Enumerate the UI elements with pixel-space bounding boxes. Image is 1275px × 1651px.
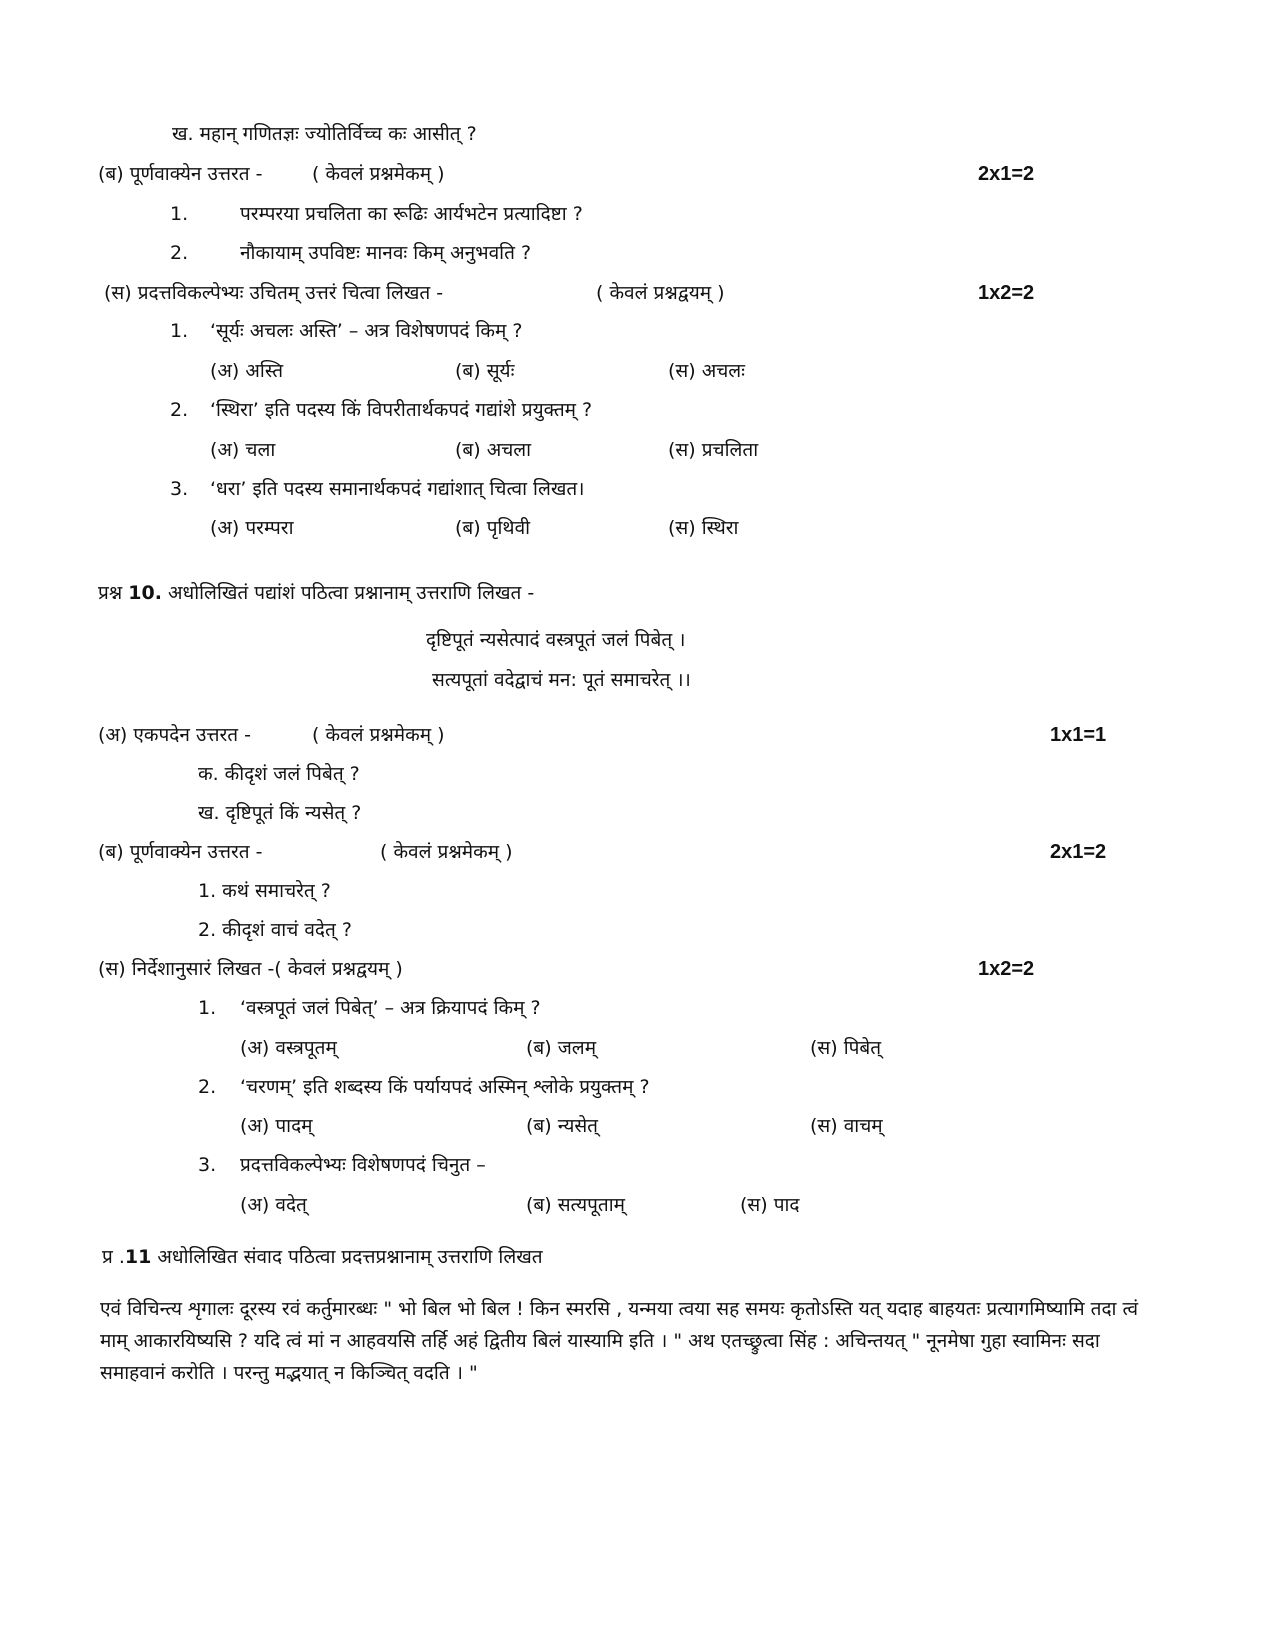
q11-number: 11 <box>124 1246 152 1268</box>
q10-heading-text: अधोलिखितं पद्यांशं पठित्वा प्रश्नानाम् उत्तराणि लिखत - <box>168 582 535 604</box>
q10-a-q2: ख. दृष्टिपूतं किं न्यसेत् ? <box>198 802 362 824</box>
q9-mcq3-option-a: (अ) परम्परा <box>210 517 294 539</box>
q10-heading <box>98 580 534 606</box>
q10-a-instruction: ( केवलं प्रश्नमेकम् ) <box>312 724 445 746</box>
q10-b-instruction: ( केवलं प्रश्नमेकम् ) <box>380 841 513 863</box>
q10-a-q1: क. कीदृशं जलं पिबेत् ? <box>198 763 360 785</box>
q10-mcq3-question: प्रदत्तविकल्पेभ्यः विशेषणपदं चिनुत – <box>240 1154 486 1176</box>
q9-s-instruction: ( केवलं प्रश्नद्वयम् ) <box>596 282 725 304</box>
q10-b-q1: 1. कथं समाचरेत् ? <box>198 880 331 902</box>
q10-b-heading: (ब) पूर्णवाक्येन उत्तरत - <box>98 841 263 863</box>
q10-mcq2-option-b: (ब) न्यसेत् <box>526 1115 599 1137</box>
q9-s-heading: (स) प्रदत्तविकल्पेभ्यः उचितम् उत्तरं चित्वा लिखत - <box>104 282 444 304</box>
q11-passage: एवं विचिन्त्य शृगालः दूरस्य रवं कर्तुमारब्धः " भो बिल भो बिल ! किन स्मरसि , यन्मया त्वया सह समयः कृतोऽस्ति यत् यदाह बाहयतः प्रत्यागमिष्यामि तदा त्वं माम् आकारयिष्यसि ? यदि त्वं मां न आहवयसि तर्हि अहं द्वितीय बिलं यास्यामि इति । " अथ एतच्छ्रुत्वा सिंह : अचिन्तयत् " नूनमेषा गुहा स्वामिनः सदा समाहवानं करोति । परन्तु मद्भयात् न किञ्चित् वदति । " <box>100 1298 1139 1384</box>
q9-mcq2-option-b: (ब) अचला <box>455 439 532 461</box>
q10-mcq3-option-c: (स) पाद <box>740 1194 800 1216</box>
q9-mcq1-question: ‘सूर्यः अचलः अस्ति’ – अत्र विशेषणपदं किम् ? <box>210 320 523 342</box>
q11-heading-prefix: प्र . <box>102 1246 125 1268</box>
q11-heading <box>102 1244 543 1270</box>
q11-heading-text: अधोलिखित संवाद पठित्वा प्रदत्तप्रश्नानाम् उत्तराणि लिखत <box>157 1246 543 1268</box>
q10-mcq2-number: 2. <box>198 1076 217 1098</box>
q9-mcq3-option-c: (स) स्थिरा <box>668 517 739 539</box>
q10-mcq1-option-a: (अ) वस्त्रपूतम् <box>240 1037 337 1059</box>
q10-verse-line-1: दृष्टिपूतं न्यसेत्पादं वस्त्रपूतं जलं पिबेत् । <box>426 629 686 651</box>
q10-mcq1-option-b: (ब) जलम् <box>526 1037 597 1059</box>
q10-number: 10. <box>128 582 162 604</box>
q9-b-q2: नौकायाम् उपविष्टः मानवः किम् अनुभवति ? <box>240 242 532 264</box>
q9-mcq2-number: 2. <box>170 399 189 421</box>
q9-b-q1: परम्परया प्रचलिता का रूढिः आर्यभटेन प्रत्यादिष्टा ? <box>240 203 583 225</box>
q9-mcq2-question: ‘स्थिरा’ इति पदस्य किं विपरीतार्थकपदं गद्यांशे प्रयुक्तम् ? <box>210 399 593 421</box>
q10-verse-line-2: सत्यपूतां वदेद्वाचं मन: पूतं समाचरेत् ।। <box>432 669 691 691</box>
q10-mcq3-number: 3. <box>198 1154 217 1176</box>
q10-a-heading: (अ) एकपदेन उत्तरत - <box>98 724 251 746</box>
q10-heading-prefix: प्रश्न <box>98 582 123 604</box>
q10-mcq3-option-b: (ब) सत्यपूताम् <box>526 1194 625 1216</box>
q9-mcq3-question: ‘धरा’ इति पदस्य समानार्थकपदं गद्यांशात् चित्वा लिखत। <box>210 478 585 500</box>
q9-mcq2-option-c: (स) प्रचलिता <box>668 439 759 461</box>
q9-mcq1-number: 1. <box>170 320 189 342</box>
q9-b-instruction: ( केवलं प्रश्नमेकम् ) <box>312 163 445 185</box>
q9-b-marks: 2x1=2 <box>978 163 1035 185</box>
q9-mcq1-option-b: (ब) सूर्यः <box>455 360 515 382</box>
q10-s-heading: (स) निर्देशानुसारं लिखत -( केवलं प्रश्नद्वयम् ) <box>98 958 403 980</box>
q10-mcq1-option-c: (स) पिबेत् <box>810 1037 882 1059</box>
q10-b-q2: 2. कीदृशं वाचं वदेत् ? <box>198 919 352 941</box>
q9-mcq1-option-c: (स) अचलः <box>668 360 746 382</box>
q9-b-heading: (ब) पूर्णवाक्येन उत्तरत - <box>98 163 263 185</box>
q10-mcq1-question: ‘वस्त्रपूतं जलं पिबेत्’ – अत्र क्रियापदं किम् ? <box>240 997 541 1019</box>
q10-b-marks: 2x1=2 <box>1050 841 1107 863</box>
q9-s-marks: 1x2=2 <box>978 282 1035 304</box>
q10-mcq2-question: ‘चरणम्’ इति शब्दस्य किं पर्यायपदं अस्मिन् श्लोके प्रयुक्तम् ? <box>240 1076 650 1098</box>
q10-s-marks: 1x2=2 <box>978 958 1035 980</box>
q10-mcq2-option-c: (स) वाचम् <box>810 1115 883 1137</box>
q10-mcq1-number: 1. <box>198 997 217 1019</box>
q9-mcq3-option-b: (ब) पृथिवी <box>455 517 531 539</box>
q10-mcq2-option-a: (अ) पादम् <box>240 1115 313 1137</box>
q9-a-kha: ख. महान् गणितज्ञः ज्योतिर्विच्च कः आसीत् ? <box>172 123 477 145</box>
q10-mcq3-option-a: (अ) वदेत् <box>240 1194 307 1216</box>
q9-mcq2-option-a: (अ) चला <box>210 439 276 461</box>
q9-mcq1-option-a: (अ) अस्ति <box>210 360 284 382</box>
q9-mcq3-number: 3. <box>170 478 189 500</box>
q9-b-q1-number: 1. <box>170 203 189 225</box>
q10-a-marks: 1x1=1 <box>1050 724 1107 746</box>
q9-b-q2-number: 2. <box>170 242 189 264</box>
